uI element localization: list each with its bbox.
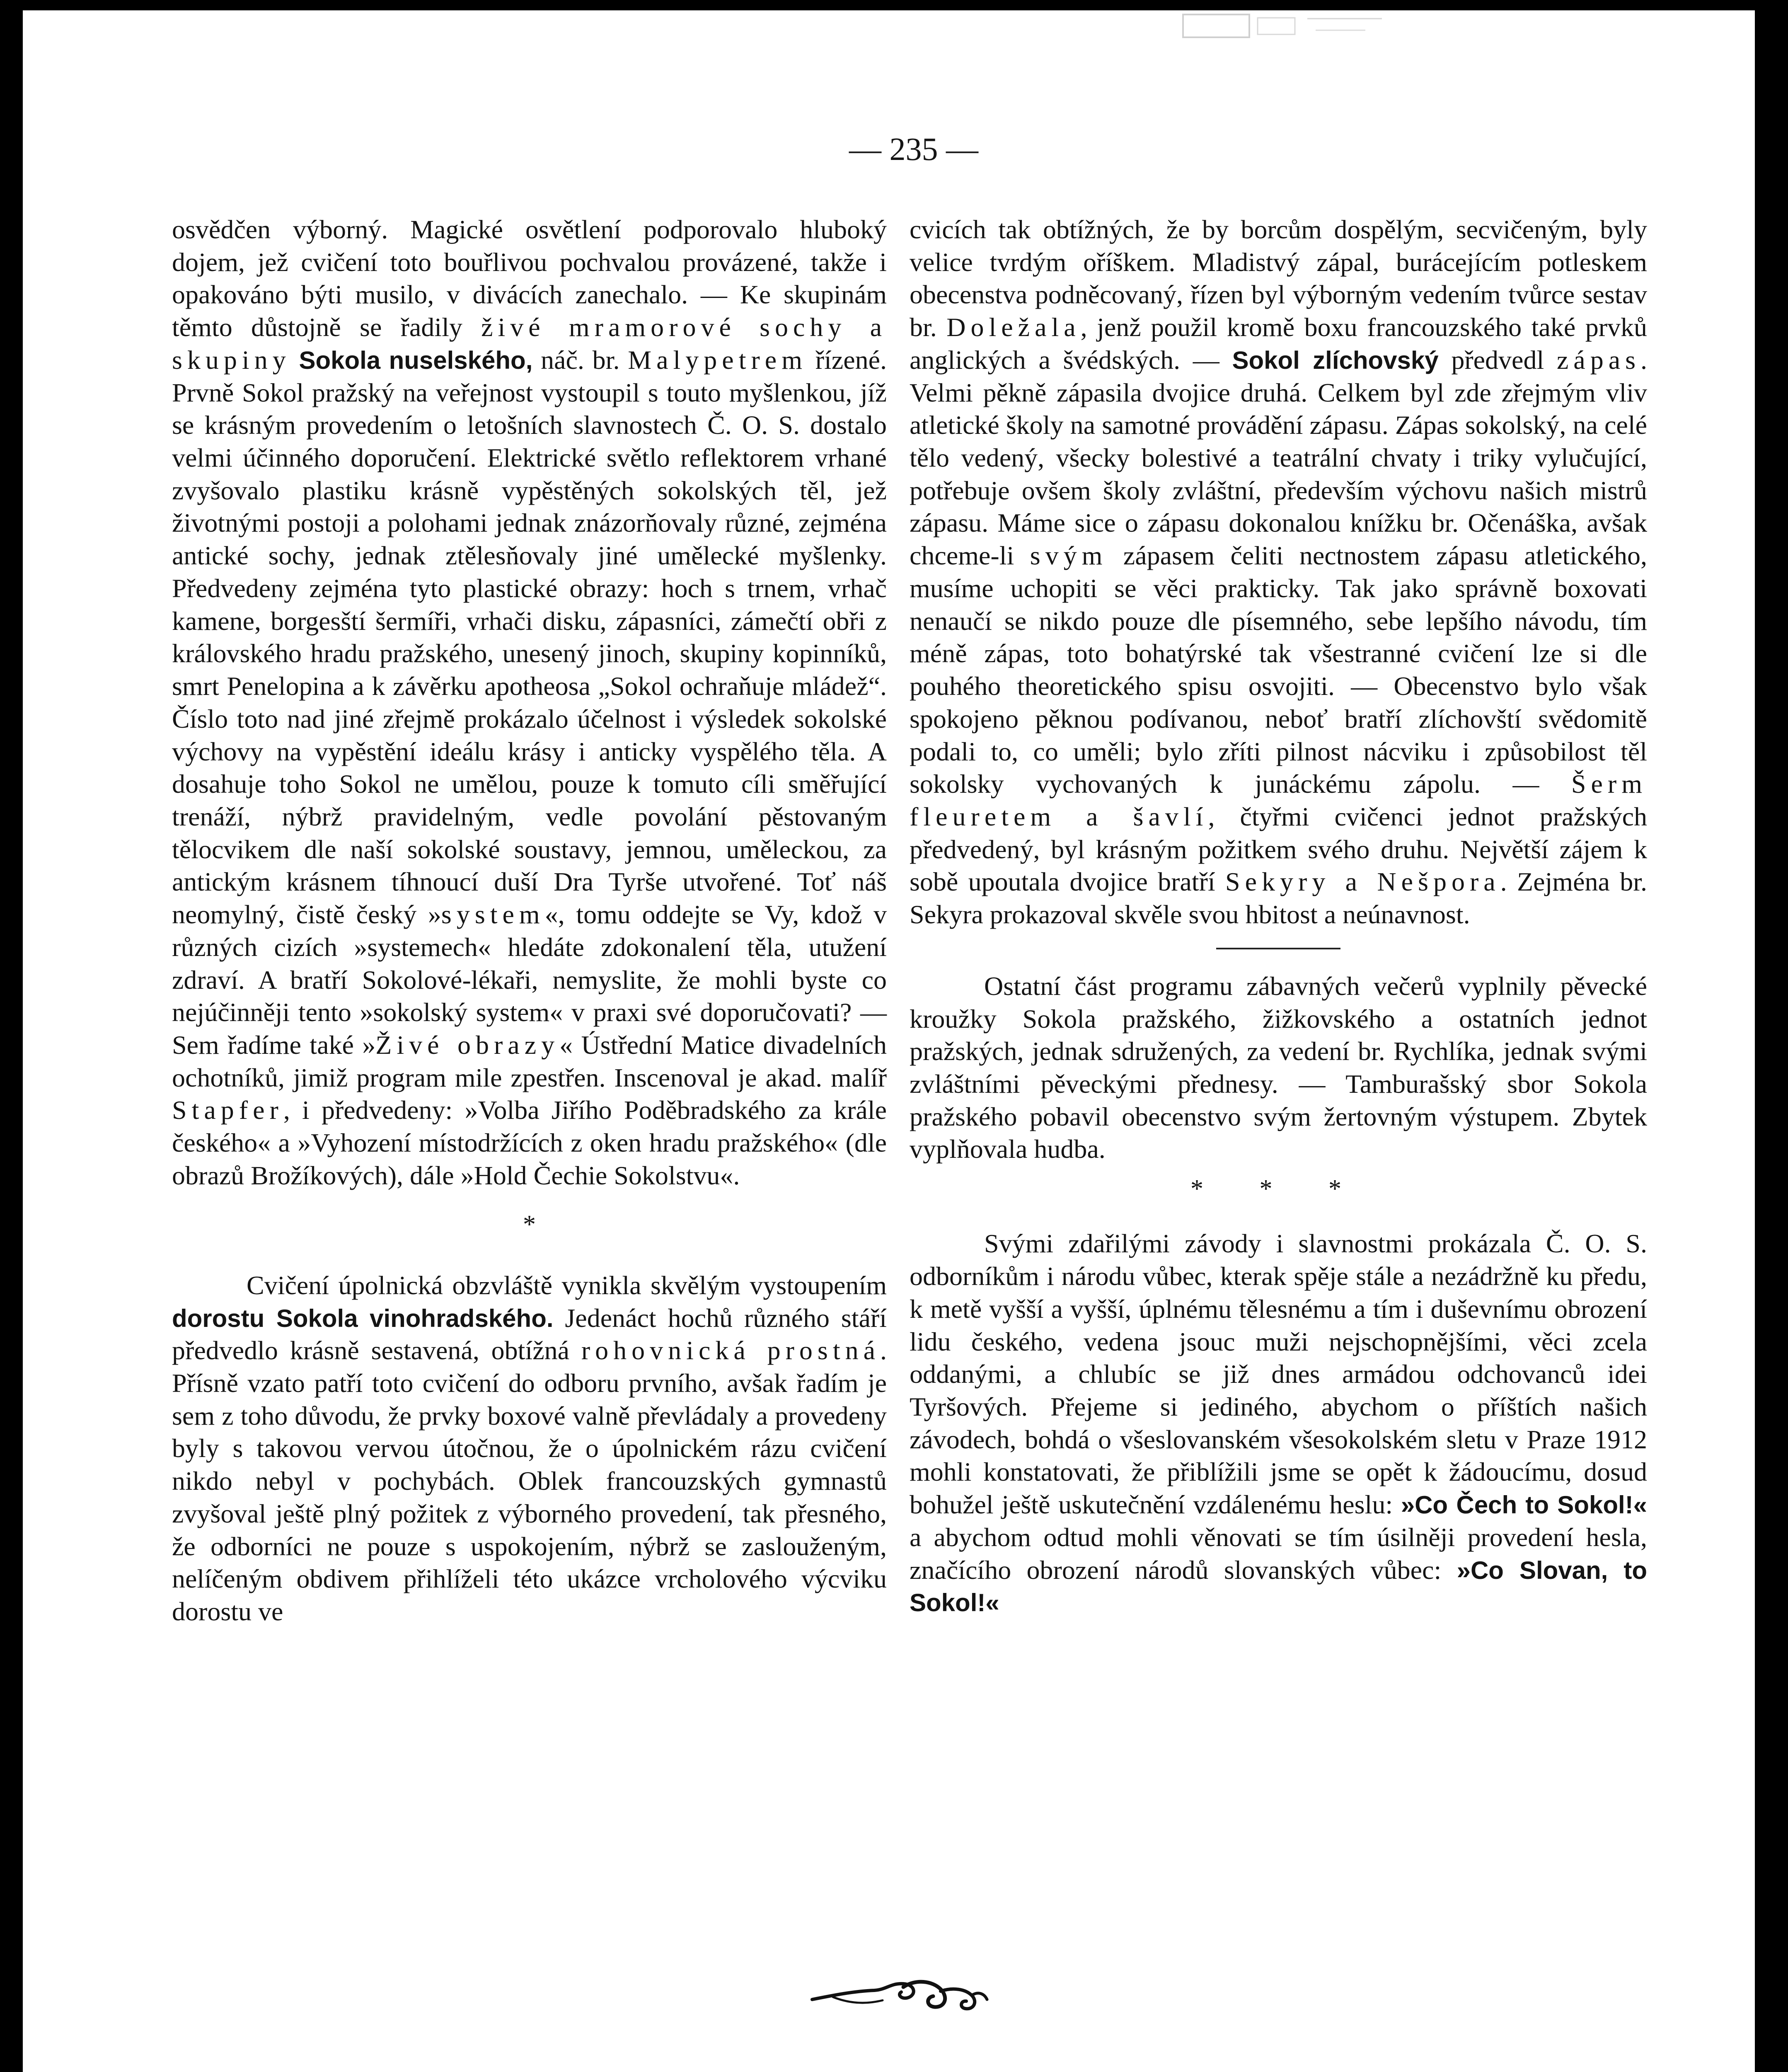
text-run: náč. br. [532,345,628,375]
section-divider-rule [1216,948,1340,949]
spaced-term: zápas [1556,345,1641,375]
stamp-mark [1166,10,1398,44]
spaced-term: Šerm fleuretem a šavlí [910,769,1647,831]
paragraph-boxing-wrestling [910,213,1647,931]
page-number: — 235 — [849,131,978,167]
text-run: «, tomu oddejte se Vy, kdož v různých cizích »systemech« hledáte zdokonalení těla, utužení zdraví. A bratří Sokolové-lékaři, nemyslite, že mohli byste co nejúčinněji tento »sokolský system« v praxi své doporučovati? — Sem řadíme také » [172,900,887,1060]
page-sheet [23,10,1755,2072]
paragraph-wrestling-exercises [172,1269,887,1628]
text-run: Cvičení úpolnická obzvláště vynikla skvělým vystoupením [247,1270,887,1300]
bold-term: Sokol zlíchovský [1232,346,1439,374]
text-run: , čtyřmi cvičenci jednot pražských předvedený, byl krásným požitkem svého druhu. Největší zájem k sobě upoutala dvojice bratří [910,801,1648,897]
bold-slogan: »Co Čech to Sokol!« [1401,1491,1648,1519]
spaced-name: Malypetrem [628,345,807,375]
text-run: Jedenáct hochů různého stáří předvedlo krásně sestavená, obtížná [172,1303,887,1365]
text-run [291,345,299,375]
text-run: Svými zdařilými závody i slavnostmi prokázala Č. O. S. odborníkům i národu vůbec, kterak spěje stále a nezádržně ku předu, k metě vyšší a vyšší, úplnému tělesnému a tím i duševnímu obrození lidu českého, vedena jsouc muži nejschopnějšími, věci zcela oddanými, a chlubíc se již dnes armádou odchovanců idei Tyršových. Přejeme si jediného, abychom o příštích našich závodech, bohdá o všeslovanském všesokolském sletu v Praze 1912 mohli konstatovati, že přiblížili jsme se opět k žádoucímu, dosud bohužel ještě uskutečnění vzdálenému heslu: [910,1229,1647,1520]
right-column [910,213,1647,1619]
bold-term: Sokola nuselského, [299,346,533,374]
text-run: , jenž použil kromě boxu francouzského také prvků anglických a švédských. — [910,312,1648,375]
spaced-name: Sekyry a Nešpora [1225,867,1500,897]
text-run: « Ústřední Matice divadelních ochotníků, jimiž program mile zpestřen. Inscenoval je akad. malíř [172,1030,887,1092]
spaced-term: rohovnická prostná [581,1336,881,1365]
spaced-name: Doležala [946,312,1081,342]
text-run: a abychom odtud mohli věnovati se tím úsilněji provedení hesla, značícího obrození národů slovanských vůbec: [910,1522,1647,1585]
spaced-term: svým [1030,541,1108,571]
section-separator-star: * [523,1210,536,1239]
paragraph-living-sculptures [172,213,887,1192]
text-run: cvicích tak obtížných, že by borcům dospělým, secvičeným, byly velice tvrdým oříškem. Mladistvý zápal, burácejícím potleskem obecenstva podněcovaný, řízen byl výborným vedením tvůrce sestav br. [910,215,1647,342]
bold-slogan: »Co Slovan, to Sokol!« [910,1556,1648,1617]
paragraph-conclusion [910,1227,1647,1619]
text-run: . Přísně vzato patří toto cvičení do odboru prvního, avšak řadím je sem z toho důvodu, že prvky boxové valně převládaly a provedeny byly s takovou vervou útočnou, že o úpolnickém rázu cvičení nikdo nebyl v pochybách. Oblek francouzských gymnastů zvyšoval ještě plný požitek z výborného provedení, tak přesného, že odborníci ne pouze s uspokojením, nýbrž se zaslouženým, nelíčeným obdivem přihlíželi této ukázce vrcholového výcviku dorostu ve [172,1336,887,1626]
spaced-term: system [441,900,545,929]
text-run: . Zejména br. Sekyra prokazoval skvěle svou hbitost a neúnavnost. [910,867,1648,929]
text-run: zápasem čeliti nectnostem zápasu atletického, musíme uchopiti se věci prakticky. Tak jako správně boxovati nenaučí se nikdo pouze dle písemného, sebe lepšího návodu, tím méně zápas, toto bohatýrské tak všestranné cvičení lze si dle pouhého theoretického spisu osvojiti. — Obecenstvo bylo však spokojeno pěknou podívanou, neboť bratří zlíchovští svědomitě podali to, co uměli; bylo zříti pilnost nácviku i způsobilost těl sokolsky vychovaných k junáckému zápolu. — [910,541,1647,799]
spaced-term: živé mramorové sochy a skupiny [172,312,887,375]
text-run: osvědčen výborný. Magické osvětlení podporovalo hluboký dojem, jež cvičení toto bouřlivou pochvalou provázené, takže i opakováno býti musilo, v divácích zanechalo. — Ke skupinám těmto důstojně se řadily [172,215,887,342]
section-separator-stars: * * * [1190,1175,1366,1203]
text-run: , i předvedeny: »Volba Jiřího Poděbradského za krále českého« a »Vyhození místodržících z oken hradu pražského« (dle obrazů Brožíkových), dále »Hold Čechie Sokolstvu«. [172,1095,887,1190]
spaced-name: Stapfer [172,1095,283,1125]
paragraph-evening-program: Ostatní část programu zábavných večerů vyplnily pěvecké kroužky Sokola pražského, žižkovského a ostatních jednot pražských, jednak sdružených, za vedení br. Rychlíka, jednak svými zvláštními pěveckými přednesy. — Tamburašský sbor Sokola pražského pobavil obecenstvo svým žertovným výstupem. Zbytek vyplňovala hudba. [910,971,1647,1164]
decorative-flourish-icon [808,1970,990,2020]
text-run: předvedl [1438,345,1557,375]
left-column [172,213,887,1628]
spaced-term: Živé obrazy [375,1030,560,1060]
bold-term: dorostu Sokola vinohradského. [172,1304,554,1332]
text-run: řízené. Prvně Sokol pražský na veřejnost vystoupil s touto myšlenkou, jíž se krásným provedením o letošních slavnostech Č. O. S. dostalo velmi účinného doporučení. Elektrické světlo reflektorem vrhané zvyšovalo plastiku krásně vypěstěných sokolských těl, jež životnými postoji a polohami jednak znázorňovaly různé, zejména antické sochy, jednak ztělesňovaly jiné umělecké myšlenky. Předvedeny zejména tyto plastické obrazy: hoch s trnem, vrhač kamene, borgesští šermíři, vrhači disku, zápasníci, zámečtí obři z královského hradu pražského, unesený jinoch, skupiny kopinníků, smrt Penelopina a k závěrku apotheosa „Sokol ochraňuje mládež“. Číslo toto nad jiné zřejmě prokázalo účelnost i výsledek sokolské výchovy na vypěstění ideálu krásy i anticky vyspělého těla. A dosahuje toho Sokol ne umělou, pouze k tomuto cíli směřující trenáží, nýbrž pravidelným, vedle povolání pěstovaným tělocvikem dle naší sokolské soustavy, jemnou, uměleckou, za antickým krásnem tíhnoucí duší Dra Tyrše utvořené. Toť náš neomylný, čistě český » [172,345,887,929]
text-run: . Velmi pěkně zápasila dvojice druhá. Celkem byl zde zřejmým vliv atletické školy na samotné provádění zápasu. Zápas sokolský, na celé tělo vedený, všecky bolestivé a teatrální chvaty i triky vylučující, potřebuje ovšem školy zvláštní, především výchovu našich mistrů zápasu. Máme sice o zápasu dokonalou knížku br. Očenáška, avšak chceme-li [910,345,1648,571]
